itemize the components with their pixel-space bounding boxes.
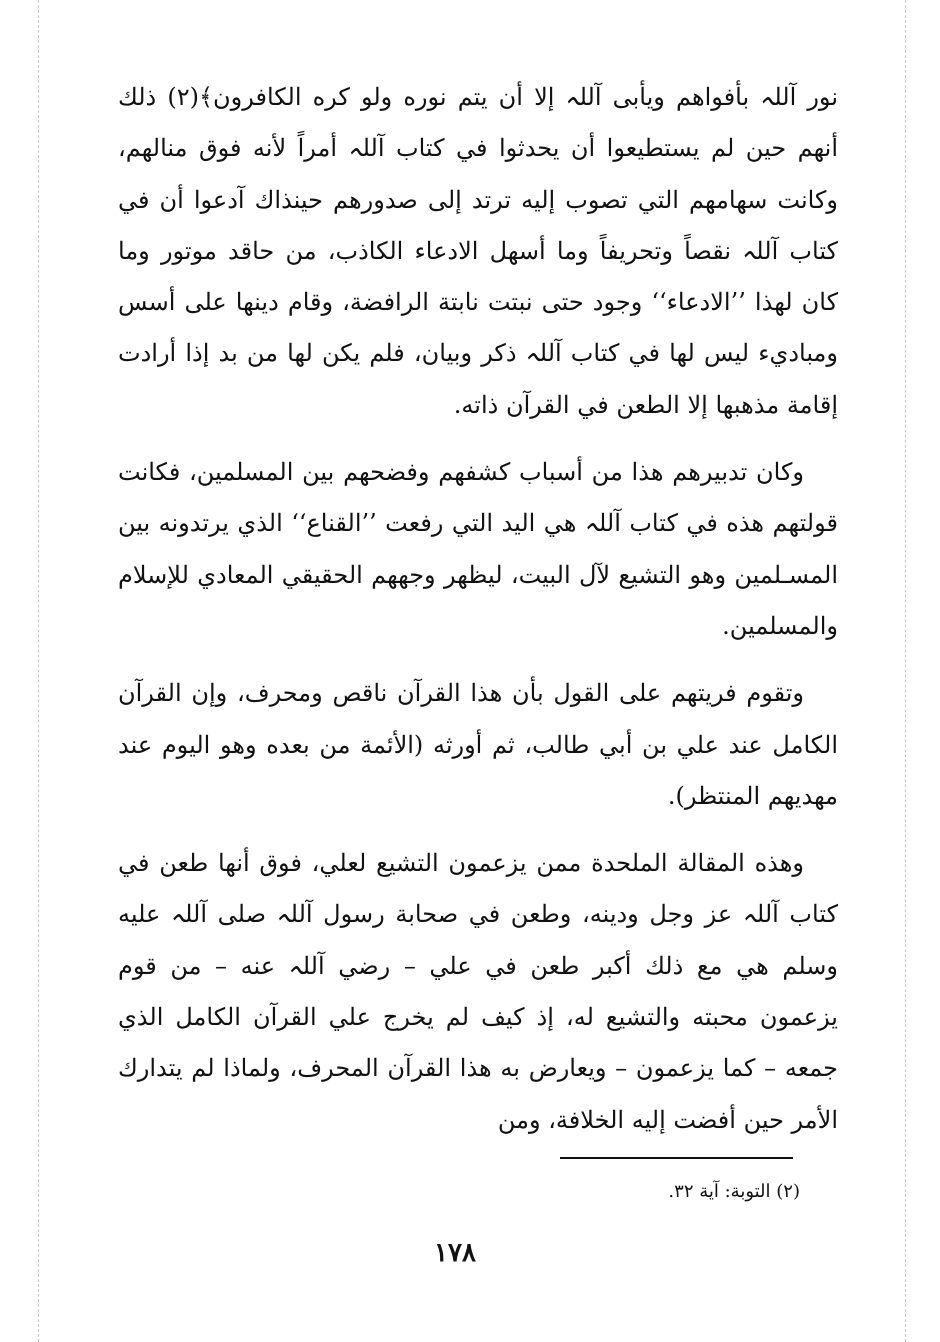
- footnote-divider: [560, 1157, 793, 1159]
- paragraph-2: وكان تدبيرهم هذا من أسباب كشفهم وفضحهم بين المسلمين، فكانت قولتهم هذه في كتاب آللہ هي اليد التي رفعت ’’القناع‘‘ الذي يرتدونه بين المسـلمين وهو التشيع لآل البيت، ليظهر وجههم الحقيقي المعادي للإسلام والمسلمين.: [118, 458, 838, 640]
- paragraph-3: وتقوم فريتهم على القول بأن هذا القرآن ناقص ومحرف، وإن القرآن الكامل عند علي بن أبي طالب، ثم أورثه (الأئمة من بعده وهو اليوم عند مهديهم المنتظر).: [118, 679, 838, 810]
- page-number: ١٧٨: [434, 1238, 476, 1268]
- paragraph-1: نور آللہ بأفواهم ويأبى آللہ إلا أن يتم نوره ولو كره الكافرون﴾(٢) ذلك أنهم حين لم يستطيعوا أن يحدثوا في كتاب آللہ أمراً لأنه فوق منالهم، وكانت سهامهم التي تصوب إليه ترتد إلى صدورهم حينذاك آدعوا أن في كتاب آللہ نقصاً وتحريفاً وما أسهل الادعاء الكاذب، من حاقد موتور وما كان لهذا ’’الادعاء‘‘ وجود حتى نبتت نابتة الرافضة، وقام دينها على أسس ومباديء ليس لها في كتاب آللہ ذكر وبيان، فلم يكن لها من بد إذا أرادت إقامة مذهبها إلا الطعن في القرآن ذاته.: [118, 83, 839, 419]
- paragraph-4: وهذه المقالة الملحدة ممن يزعمون التشيع لعلي، فوق أنها طعن في كتاب آللہ عز وجل ودينه، وطعن في صحابة رسول آللہ صلى آللہ عليه وسلم هي مع ذلك أكبر طعن في علي – رضي آللہ عنه – من قوم يزعمون محبته والتشيع له، إذ كيف لم يخرج علي القرآن الكامل الذي جمعه – كما يزعمون – ويعارض به هذا القرآن المحرف، ولماذا لم يتدارك الأمر حين أفضت إليه الخلافة، ومن: [118, 849, 838, 1134]
- scan-edge-right: [905, 0, 906, 1342]
- page-body: [118, 72, 838, 1146]
- footnote: (٢) التوبة: آية ٣٢.: [668, 1181, 800, 1202]
- scan-edge-left: [38, 0, 39, 1342]
